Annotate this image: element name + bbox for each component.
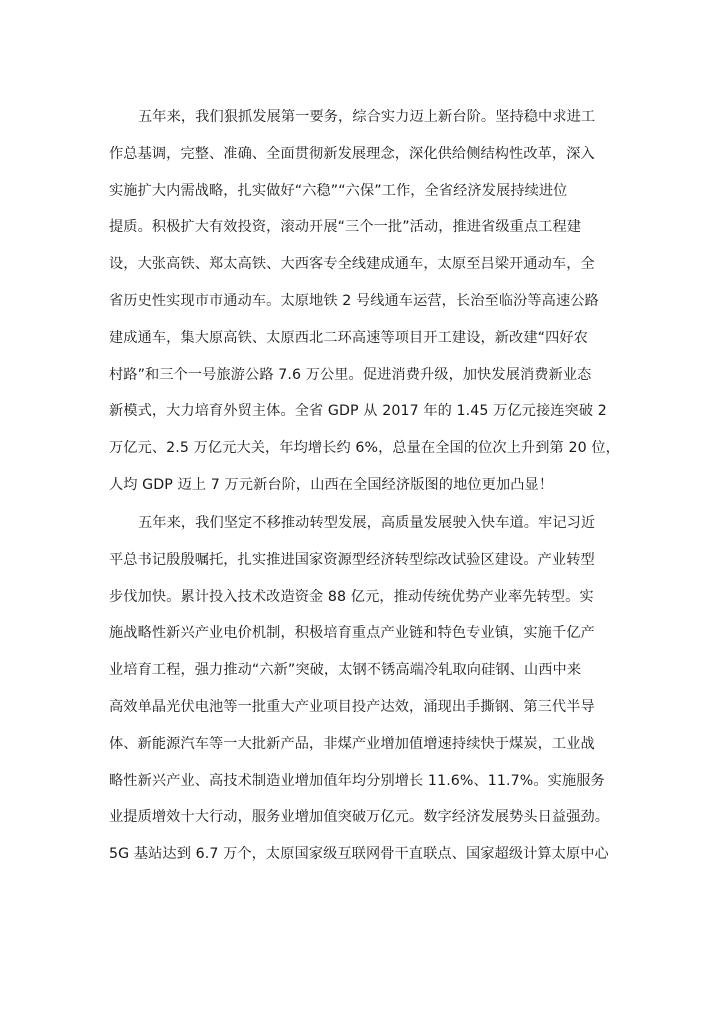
text-line: 实施扩大内需战略，扎实做好“六稳”“六保”工作，全省经济发展持续进位 <box>109 182 568 199</box>
text-line: 省历史性实现市市通动车。太原地铁 2 号线通车运营，长治至临汾等高速公路 <box>109 292 599 309</box>
text-line: 平总书记殷殷嘱托，扎实推进国家资源型经济转型综改试验区建设。产业转型 <box>109 551 595 568</box>
text-line: 施战略性新兴产业电价机制，积极培育重点产业链和特色专业镇，实施千亿产 <box>109 625 595 642</box>
text-line: 人均 GDP 迈上 7 万元新台阶，山西在全国经济版图的地位更加凸显！ <box>109 476 554 493</box>
paragraph-economic-strength <box>109 104 619 509</box>
text-line: 5G 基站达到 6.7 万个，太原国家级互联网骨干直联点、国家超级计算太原中心 <box>109 846 609 863</box>
text-line: 万亿元、2.5 万亿元大关，年均增长约 6%，总量在全国的位次上升到第 20 位， <box>109 440 620 457</box>
text-line: 体、新能源汽车等一大批新产品，非煤产业增加值增速持续快于煤炭，工业战 <box>109 735 595 752</box>
text-line: 略性新兴产业、高技术制造业增加值年均分别增长 11.6%、11.7%。实施服务 <box>109 772 605 789</box>
text-line: 步伐加快。累计投入技术改造资金 88 亿元，推动传统优势产业率先转型。实 <box>109 588 594 605</box>
text-line: 业提质增效十大行动，服务业增加值突破万亿元。数字经济发展势头日益强劲。 <box>109 809 610 826</box>
text-line: 五年来，我们坚定不移推动转型发展，高质量发展驶入快车道。牢记习近 <box>138 515 596 531</box>
text-line: 提质。积极扩大有效投资，滚动开展“三个一批”活动，推进省级重点工程建 <box>109 219 582 236</box>
text-line: 五年来，我们狠抓发展第一要务，综合实力迈上新台阶。坚持稳中求进工 <box>138 109 596 125</box>
text-line: 高效单晶光伏电池等一批重大产业项目投产达效，涌现出手撕钢、第三代半导 <box>109 698 595 715</box>
text-line: 作总基调，完整、准确、全面贯彻新发展理念，深化供给侧结构性改革，深入 <box>109 145 595 162</box>
text-line: 业培育工程，强力推动“六新”突破，太钢不锈高端冷轧取向硅钢、山西中来 <box>109 662 582 679</box>
text-line: 新模式，大力培育外贸主体。全省 GDP 从 2017 年的 1.45 万亿元接连突破 2 <box>109 403 607 420</box>
text-line: 建成通车，集大原高铁、太原西北二环高速等项目开工建设，新改建“四好农 <box>109 329 588 346</box>
paragraph-transformation <box>109 510 619 878</box>
text-line: 村路”和三个一号旅游公路 7.6 万公里。促进消费升级，加快发展消费新业态 <box>109 366 592 383</box>
text-line: 设，大张高铁、郑太高铁、大西客专全线建成通车，太原至吕梁开通动车，全 <box>109 256 595 273</box>
